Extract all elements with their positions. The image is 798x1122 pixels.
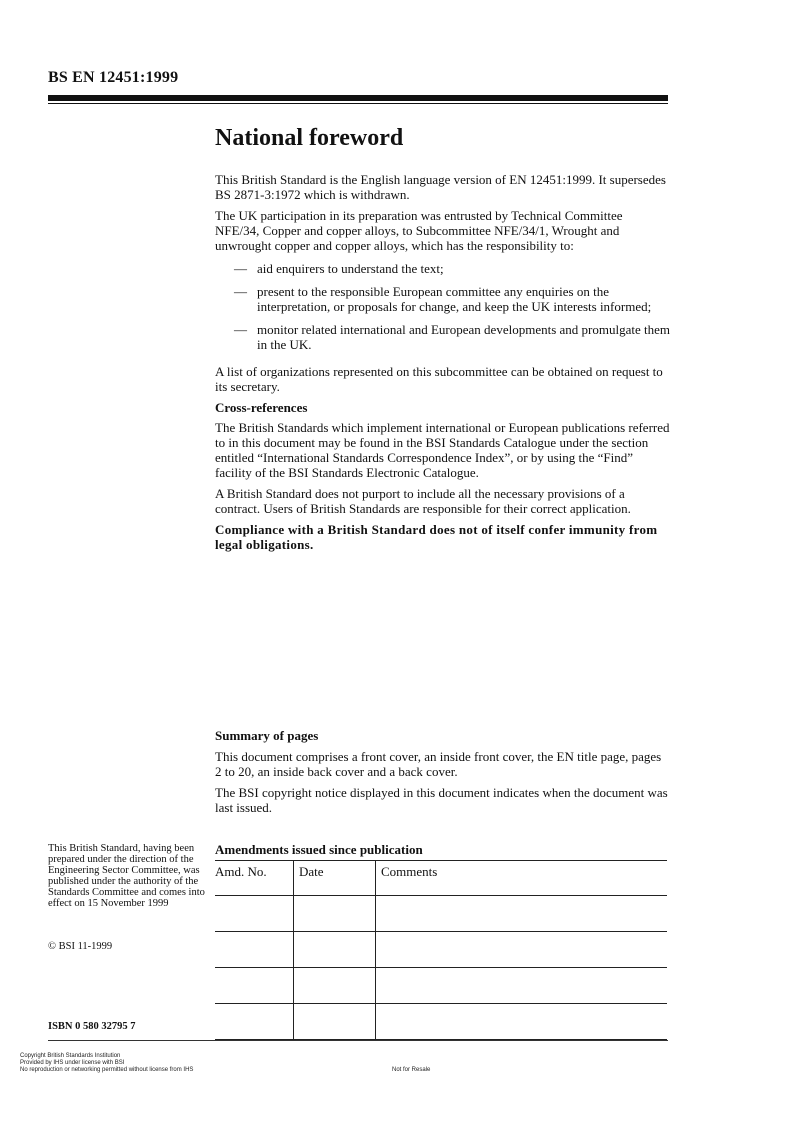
footer-line-2: Provided by IHS under license with BSI xyxy=(20,1060,125,1066)
footer-line-1: Copyright British Standards Institution xyxy=(20,1053,121,1059)
header-rule-thick xyxy=(48,95,668,101)
cross-references-heading: Cross-references xyxy=(215,400,308,415)
list-item xyxy=(234,284,670,314)
foreword-paragraph-1: This British Standard is the English language version of EN 12451:1999. It supersedes BS 2871-3:1972 which is withdrawn. xyxy=(215,172,666,202)
table-cell xyxy=(294,896,376,932)
column-header-comments: Comments xyxy=(376,861,668,896)
table-cell xyxy=(294,1004,376,1040)
license-footer xyxy=(20,1053,193,1074)
foreword-paragraph-5: A British Standard does not purport to include all the necessary provisions of a contract. Users of British Standards are responsible for their correct application. xyxy=(215,486,631,516)
isbn: ISBN 0 580 32795 7 xyxy=(48,1021,136,1032)
table-cell xyxy=(376,1004,668,1040)
national-foreword-section xyxy=(215,124,670,558)
responsibility-list xyxy=(234,261,670,352)
copyright-notice: © BSI 11-1999 xyxy=(48,941,113,952)
list-item-text: monitor related international and European developments and promulgate them in the UK. xyxy=(257,322,670,352)
not-for-resale-label: Not for Resale xyxy=(392,1067,431,1073)
document-id: BS EN 12451:1999 xyxy=(48,69,179,86)
dash-marker: — xyxy=(234,284,247,299)
amendments-table xyxy=(215,860,667,1040)
summary-of-pages-section xyxy=(215,728,670,821)
list-item-text: present to the responsible European committee any enquiries on the interpretation, or proposals for change, and keep the UK interests informed; xyxy=(257,284,652,314)
list-item xyxy=(234,261,670,276)
column-header-amd-no: Amd. No. xyxy=(215,861,294,896)
foreword-paragraph-2: The UK participation in its preparation was entrusted by Technical Committee NFE/34, Copper and copper alloys, to Subcommittee NFE/34/1, Wrought and unwrought copper and copper alloys, which has the responsibility to: xyxy=(215,208,623,253)
table-cell xyxy=(376,932,668,968)
table-cell xyxy=(294,968,376,1004)
bottom-rule xyxy=(48,1040,668,1041)
table-cell xyxy=(215,1004,294,1040)
table-cell xyxy=(376,968,668,1004)
amendments-heading: Amendments issued since publication xyxy=(215,842,423,857)
footer-line-3: No reproduction or networking permitted without license from IHS xyxy=(20,1067,194,1073)
table-cell xyxy=(215,932,294,968)
table-row xyxy=(215,932,667,968)
table-row xyxy=(215,968,667,1004)
table-cell xyxy=(215,896,294,932)
dash-marker: — xyxy=(234,322,247,337)
foreword-paragraph-4: The British Standards which implement international or European publications referred to in this document may be found in the BSI Standards Catalogue under the section entitled “International Standards Correspondence Index”, or by using the “Find” facility of the BSI Standards Electronic Catalogue. xyxy=(215,420,670,480)
table-cell xyxy=(215,968,294,1004)
publication-note: This British Standard, having been prepared under the direction of the Engineering Sector Committee, was published under the authority of the Standards Committee and comes into effect on 15 November 1999 xyxy=(48,843,205,909)
table-row xyxy=(215,1004,667,1040)
list-item-text: aid enquirers to understand the text; xyxy=(257,261,444,276)
foreword-paragraph-3: A list of organizations represented on this subcommittee can be obtained on request to its secretary. xyxy=(215,364,663,394)
page-title: National foreword xyxy=(215,125,404,151)
compliance-note: Compliance with a British Standard does not of itself confer immunity from legal obligations. xyxy=(215,522,658,552)
summary-paragraph-1: This document comprises a front cover, an inside front cover, the EN title page, pages 2 to 20, an inside back cover and a back cover. xyxy=(215,749,662,779)
table-cell xyxy=(294,932,376,968)
column-header-date: Date xyxy=(294,861,376,896)
header-rule-thin xyxy=(48,103,668,104)
table-cell xyxy=(376,896,668,932)
summary-paragraph-2: The BSI copyright notice displayed in this document indicates when the document was last issued. xyxy=(215,785,668,815)
dash-marker: — xyxy=(234,261,247,276)
table-header-row xyxy=(215,861,667,896)
list-item xyxy=(234,322,670,352)
table-row xyxy=(215,896,667,932)
summary-heading: Summary of pages xyxy=(215,728,319,743)
